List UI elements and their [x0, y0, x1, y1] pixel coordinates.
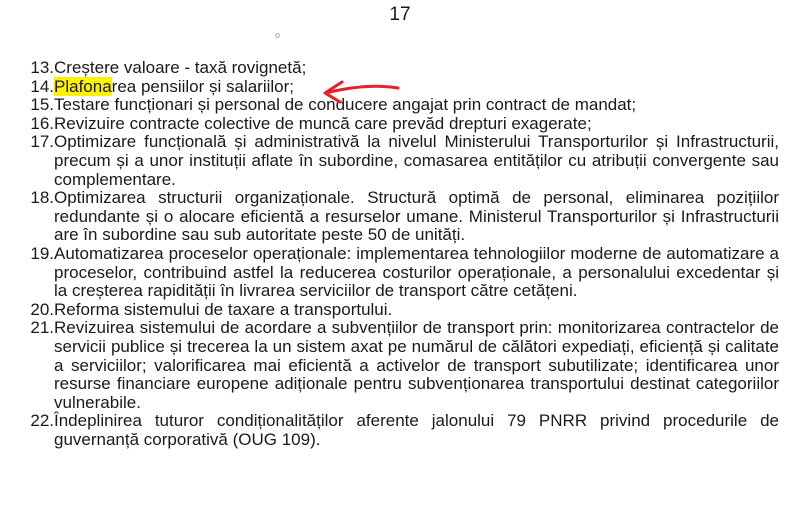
item-number: 17.	[30, 132, 54, 152]
list-item	[22, 133, 779, 189]
list-item	[22, 319, 779, 412]
item-text: Testare funcționari și personal de conducere angajat prin contract de mandat;	[54, 95, 637, 115]
list-item	[22, 115, 779, 134]
item-text: Revizuire contracte colective de muncă care prevăd drepturi exagerate;	[54, 113, 592, 133]
list-item	[22, 245, 779, 301]
item-number: 21.	[30, 318, 54, 338]
measures-list	[22, 59, 779, 449]
stray-mark: o	[275, 30, 281, 40]
item-text: Îndeplinirea tuturor condiționalităților aferente jalonului 79 PNRR privind procedurile de guvernanță corporativă (OUG 109).	[54, 411, 779, 449]
highlighted-text: Plafona	[54, 76, 112, 96]
item-number: 18.	[30, 188, 54, 208]
item-text: Reforma sistemului de taxare a transportului.	[54, 299, 393, 319]
item-number: 16.	[30, 113, 54, 133]
item-text-rest: rea pensiilor și salariilor;	[111, 76, 295, 96]
page-number: 17	[389, 4, 411, 25]
list-item	[22, 412, 779, 449]
red-arrow-icon	[320, 76, 405, 106]
item-number: 13.	[30, 58, 54, 77]
item-number: 22.	[30, 411, 54, 431]
list-item	[22, 59, 779, 78]
item-number: 15.	[30, 95, 54, 115]
item-text: Optimizare funcțională și administrativă la nivelul Ministerului Transporturilor și Infrastructurii, precum și a unor instituții aflate în subordine, comasarea entităților cu atribuții convergente sau complementare.	[54, 132, 779, 189]
item-number: 20.	[30, 299, 54, 319]
item-text: Automatizarea proceselor operaționale: implementarea tehnologiilor moderne de automatizare a proceselor, contribuind astfel la reducerea costurilor operaționale, a personalului excedentar și la creșterea rapidității în livrarea serviciilor de transport către cetățeni.	[54, 243, 779, 301]
item-text: Revizuirea sistemului de acordare a subvențiilor de transport prin: monitorizarea contractelor de servicii publice și trecerea la un sistem axat pe numărul de călători expediați, eficiență și calitate a serviciilor; valorificarea mai eficientă a activelor de transport subutilizate; identificarea unor resurse financiare europene adiționale pentru subvenționarea transportului destinat categoriilor vulnerabile.	[54, 318, 779, 412]
item-text: Creștere valoare - taxă rovignetă;	[54, 58, 307, 77]
item-text	[54, 78, 779, 97]
item-number: 19.	[30, 243, 54, 263]
item-text: Optimizarea structurii organizaționale. Structură optimă de personal, eliminarea pozițiilor redundante și o alocare eficientă a resurselor umane. Ministerul Transporturilor și Infrastructurii are în subordine sau sub autoritate peste 50 de unități.	[54, 188, 779, 245]
list-item	[22, 301, 779, 320]
item-number: 14.	[30, 76, 54, 96]
list-item	[22, 189, 779, 245]
